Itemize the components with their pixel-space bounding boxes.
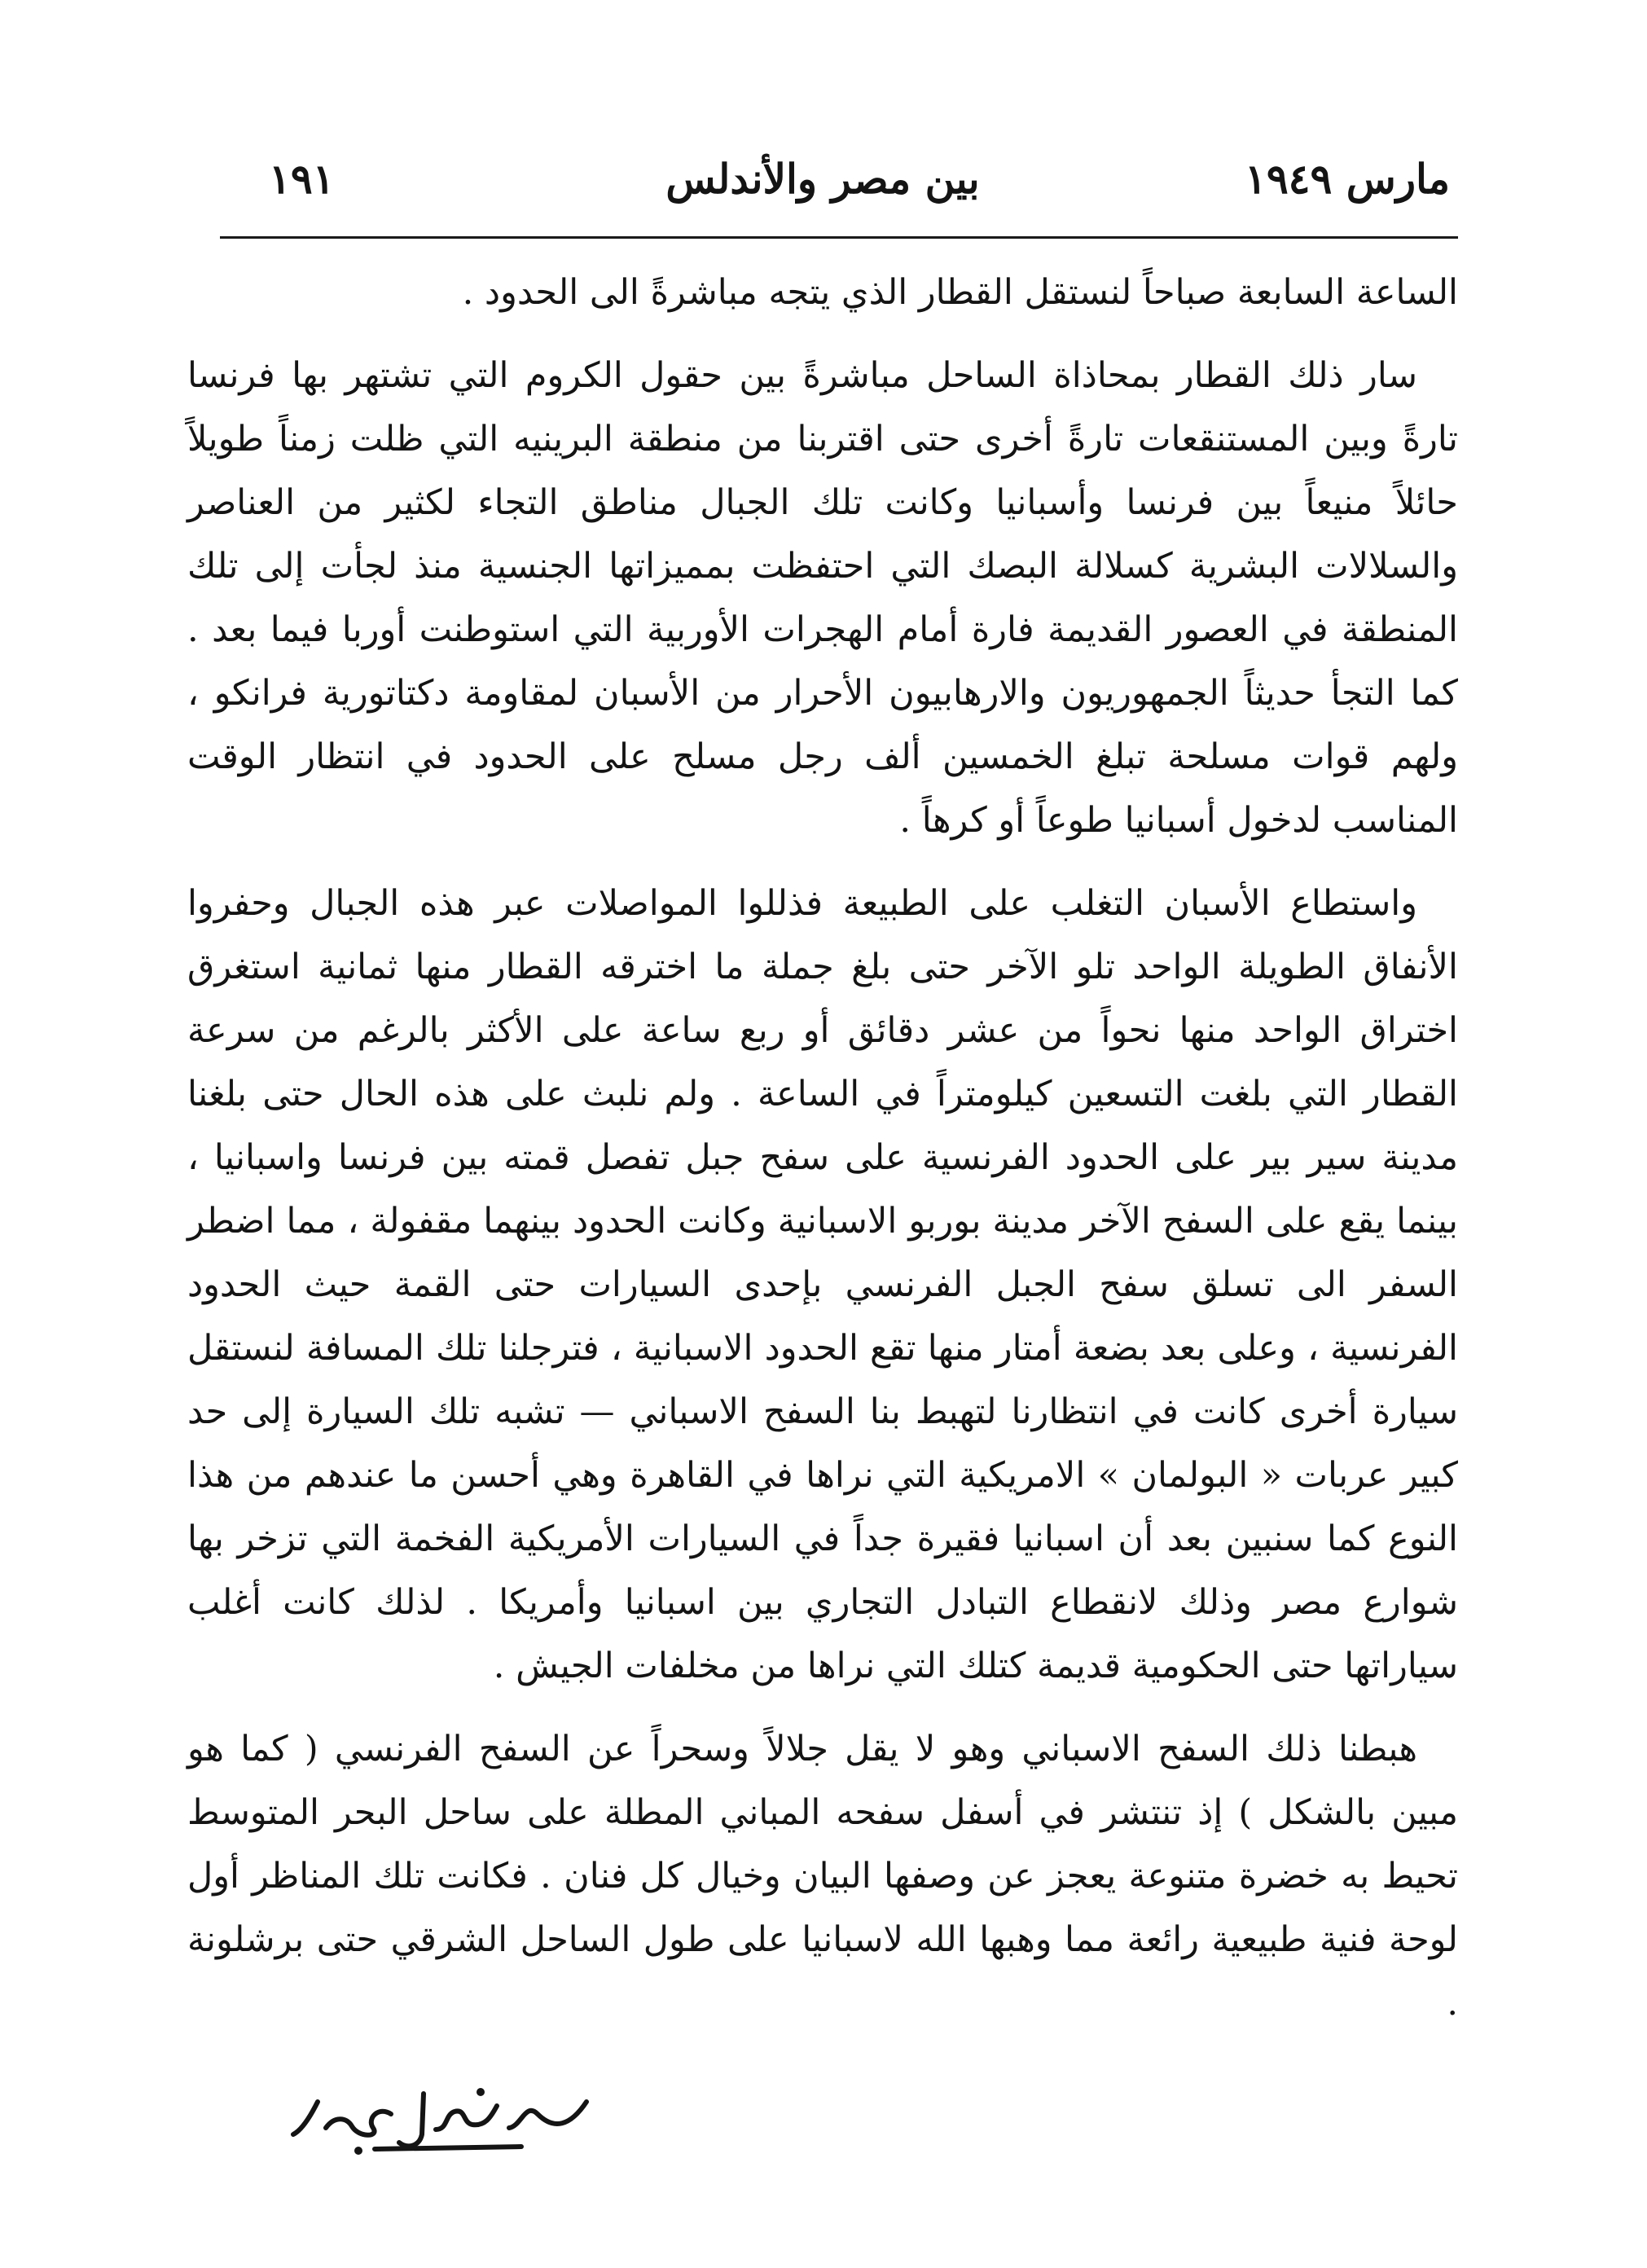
paragraph-3: واستطاع الأسبان التغلب على الطبيعة فذللوا المواصلات عبر هذه الجبال وحفروا الأنفاق الطويلة الواحد تلو الآخر حتى بلغ جملة ما اخترقه القطار منها ثمانية استغرق اختراق الواحد منها نحواً من عشر دقائق أو ربع ساعة على الأكثر بالرغم من سرعة القطار التي بلغت التسعين كيلومتراً في الساعة . ولم نلبث على هذه الحال حتى بلغنا مدينة سير بير على الحدود الفرنسية على سفح جبل تفصل قمته بين فرنسا واسبانيا ، بينما يقع على السفح الآخر مدينة بوربو الاسبانية وكانت الحدود بينهما مقفولة ، مما اضطر السفر الى تسلق سفح الجبل الفرنسي بإحدى السيارات حتى القمة حيث الحدود الفرنسية ، وعلى بعد بضعة أمتار منها تقع الحدود الاسبانية ، فترجلنا تلك المسافة لنستقل سيارة أخرى كانت في انتظارنا لتهبط بنا السفح الاسباني — تشبه تلك السيارة إلى حد كبير عربات « البولمان » الامريكية التي نراها في القاهرة وهي أحسن ما عندهم من هذا النوع كما سنبين بعد أن اسبانيا فقيرة جداً في السيارات الأمريكية الفخمة التي تزخر بها شوارع مصر وذلك لانقطاع التبادل التجاري بين اسبانيا وأمريكا . لذلك كانت أغلب سياراتها حتى الحكومية قديمة كتلك التي نراها من مخلفات الجيش . bbox=[187, 883, 1458, 1686]
paragraph-2: سار ذلك القطار بمحاذاة الساحل مباشرةً بين حقول الكروم التي تشتهر بها فرنسا تارةً وبين المستنقعات تارةً أخرى حتى اقتربنا من منطقة البرينيه التي ظلت زمناً طويلاً حائلاً منيعاً بين فرنسا وأسبانيا وكانت تلك الجبال مناطق التجاء لكثير من العناصر والسلالات البشرية كسلالة البصك التي احتفظت بمميزاتها الجنسية منذ لجأت إلى تلك المنطقة في العصور القديمة فارة أمام الهجرات الأوربية التي استوطنت أوربا فيما بعد . كما التجأ حديثاً الجمهوريون والارهابيون الأحرار من الأسبان لمقاومة دكتاتورية فرانكو ، ولهم قوات مسلحة تبلغ الخمسين ألف رجل مسلح على الحدود في انتظار الوقت المناسب لدخول أسبانيا طوعاً أو كرهاً . bbox=[187, 355, 1458, 841]
page-header bbox=[187, 138, 1458, 228]
issue-date: مارس ١٩٤٩ bbox=[1244, 155, 1450, 203]
author-signature bbox=[277, 2069, 603, 2159]
page-number: ١٩١ bbox=[269, 155, 335, 203]
running-title: بين مصر والأندلس bbox=[665, 155, 980, 203]
header-rule bbox=[220, 236, 1458, 239]
paragraph-1: الساعة السابعة صباحاً لنستقل القطار الذي يتجه مباشرةً الى الحدود . bbox=[462, 272, 1458, 313]
article-body bbox=[187, 261, 1458, 2055]
journal-page bbox=[187, 138, 1458, 2224]
paragraph-4: هبطنا ذلك السفح الاسباني وهو لا يقل جلالاً وسحراً عن السفح الفرنسي ( كما هو مبين بالشكل ) إذ تنتشر في أسفل سفحه المباني المطلة على ساحل البحر المتوسط تحيط به خضرة متنوعة يعجز عن وصفها البيان وخيال كل فنان . فكانت تلك المناظر أول لوحة فنية طبيعية رائعة مما وهبها الله لاسبانيا على طول الساحل الشرقي حتى برشلونة . bbox=[187, 1729, 1458, 2024]
